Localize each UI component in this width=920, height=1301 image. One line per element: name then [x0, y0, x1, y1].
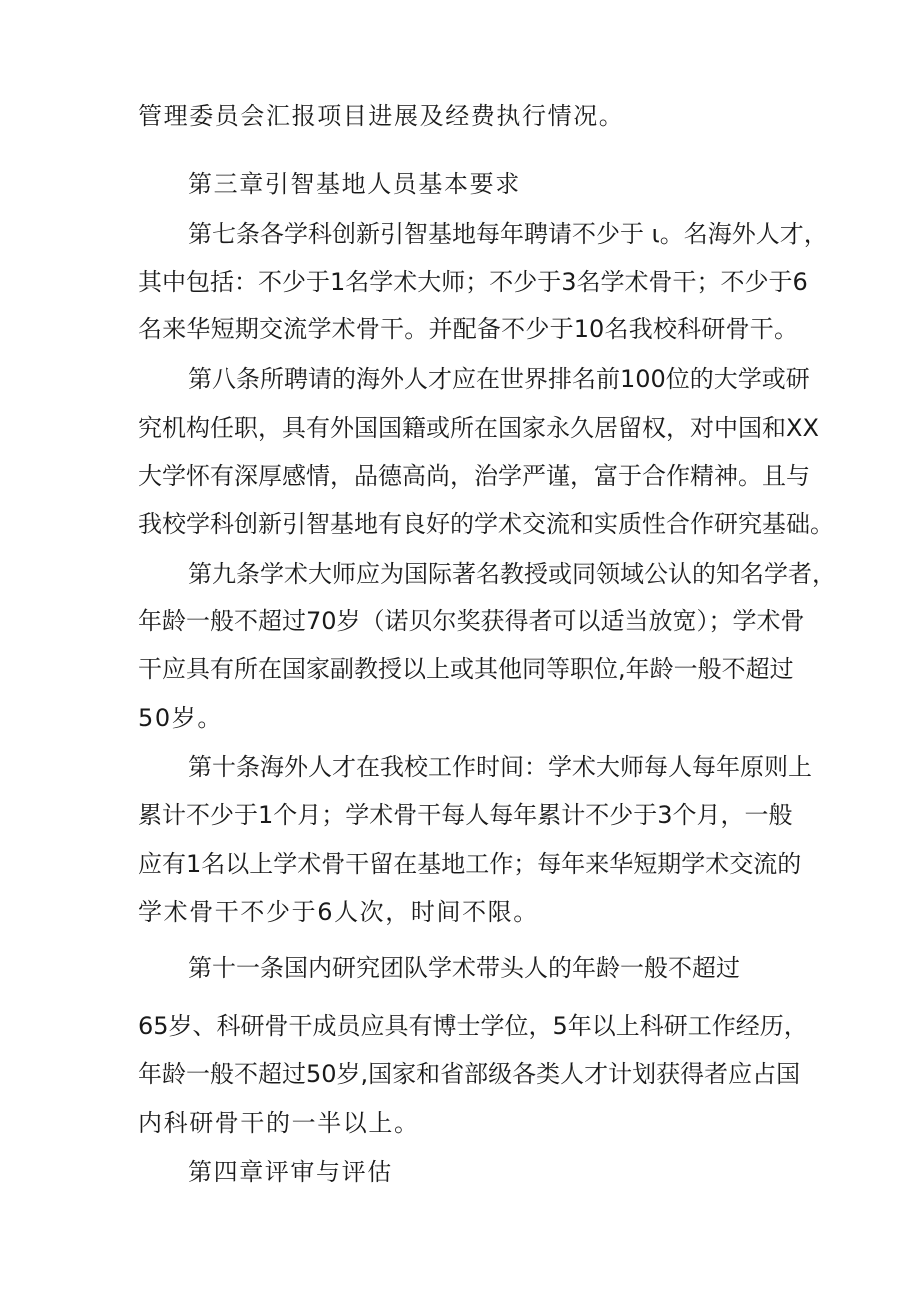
text-line: 第十一条国内研究团队学术带头人的年龄一般不超过: [188, 954, 740, 982]
text-line: 65岁、科研骨干成员应具有博士学位，5年以上科研工作经历，: [138, 1012, 808, 1040]
text-line: 大学怀有深厚感情，品德高尚，治学严谨，富于合作精神。且与: [138, 462, 810, 490]
text-line: 第十条海外人才在我校工作时间：学术大师每人每年原则上: [188, 753, 812, 781]
chapter-heading: 第四章评审与评估: [188, 1158, 393, 1186]
text-line: 我校学科创新引智基地有良好的学术交流和实质性合作研究基础。: [138, 510, 834, 538]
text-line: 内科研骨干的一半以上。: [138, 1109, 420, 1137]
text-line: 第八条所聘请的海外人才应在世界排名前100位的大学或研: [188, 365, 810, 393]
chapter-heading: 第三章引智基地人员基本要求: [188, 170, 521, 198]
text-line: 第七条各学科创新引智基地每年聘请不少于 ι。名海外人才，: [188, 220, 828, 248]
text-line: 50岁。: [138, 704, 223, 732]
text-line: 年龄一般不超过50岁,国家和省部级各类人才计划获得者应占国: [138, 1060, 801, 1088]
text-line: 第九条学术大师应为国际著名教授或同领域公认的知名学者，: [188, 560, 836, 588]
text-line: 年龄一般不超过70岁（诺贝尔奖获得者可以适当放宽）；学术骨: [138, 607, 805, 635]
text-line: 应有1名以上学术骨干留在基地工作；每年来华短期学术交流的: [138, 850, 802, 878]
text-line: 累计不少于1个月；学术骨干每人每年累计不少于3个月，一般: [138, 801, 793, 829]
text-line: 究机构任职，具有外国国籍或所在国家永久居留权，对中国和XX: [138, 414, 819, 442]
text-line: 学术骨干不少于6人次，时间不限。: [138, 898, 539, 926]
text-line: 管理委员会汇报项目进展及经费执行情况。: [138, 102, 625, 130]
text-line: 干应具有所在国家副教授以上或其他同等职位,年龄一般不超过: [138, 655, 794, 683]
text-line: 其中包括：不少于1名学术大师；不少于3名学术骨干；不少于6: [138, 268, 808, 296]
text-line: 名来华短期交流学术骨干。并配备不少于10名我校科研骨干。: [138, 315, 798, 343]
